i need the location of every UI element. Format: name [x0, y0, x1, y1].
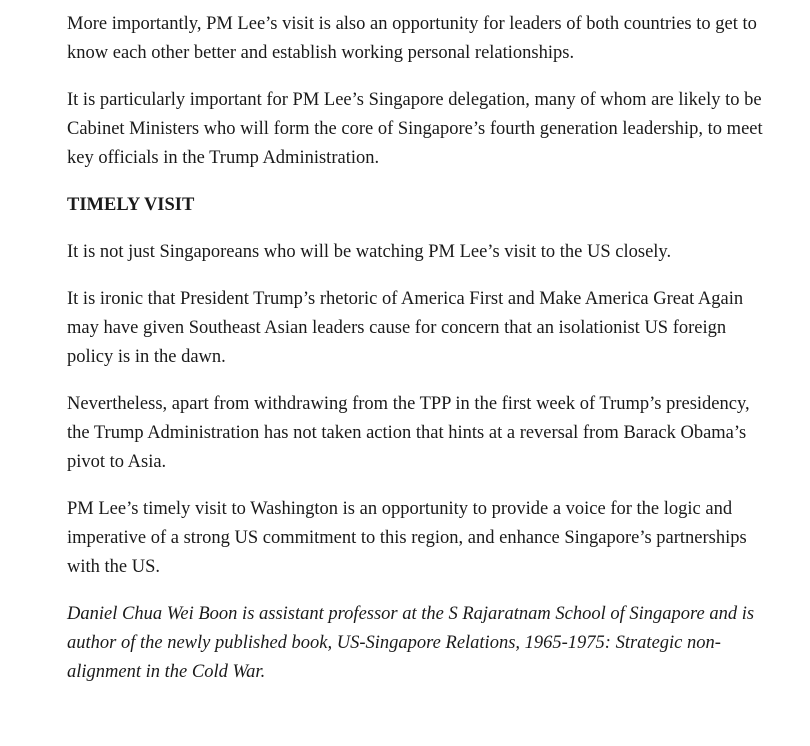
- article-paragraph: It is particularly important for PM Lee’s Singapore delegation, many of whom are likely to be Cabinet Ministers who will form the core of Singapore’s fourth generation leadership, to meet key officials in the Trump Administration.: [67, 90, 763, 168]
- section-heading: TIMELY VISIT: [67, 195, 195, 215]
- article-paragraph: Nevertheless, apart from withdrawing from the TPP in the first week of Trump’s presidency, the Trump Administration has not taken action that hints at a reversal from Barack Obama’s pivot to Asia.: [67, 394, 750, 472]
- article-paragraph: It is not just Singaporeans who will be watching PM Lee’s visit to the US closely.: [67, 242, 672, 262]
- article-paragraph: More importantly, PM Lee’s visit is also an opportunity for leaders of both countries to get to know each other better and establish working personal relationships.: [67, 14, 757, 63]
- author-bio: Daniel Chua Wei Boon is assistant professor at the S Rajaratnam School of Singapore and is author of the newly published book, US-Singapore Relations, 1965-1975: Strategic non-alignment in the Cold War.: [67, 604, 755, 682]
- article-body: [67, 10, 767, 705]
- article-paragraph: PM Lee’s timely visit to Washington is an opportunity to provide a voice for the logic and imperative of a strong US commitment to this region, and enhance Singapore’s partnerships with the US.: [67, 499, 747, 577]
- article-paragraph: It is ironic that President Trump’s rhetoric of America First and Make America Great Again may have given Southeast Asian leaders cause for concern that an isolationist US foreign policy is in the dawn.: [67, 289, 744, 367]
